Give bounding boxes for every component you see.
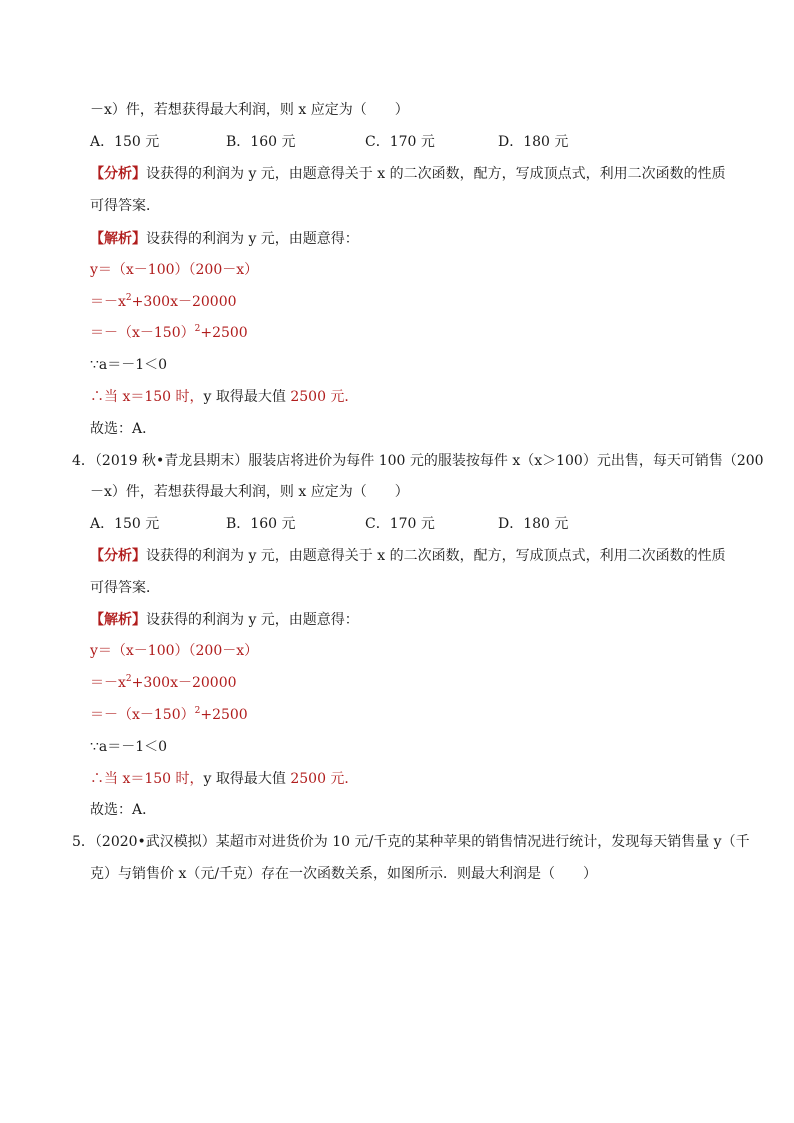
question-5-text: 5．（2020•武汉模拟）某超市对进货价为 10 元/千克的某种苹果的销售情况进行统计，发现每天销售量 y（千 bbox=[72, 834, 750, 850]
equation-1: y＝（x－100）（200－x） bbox=[90, 262, 259, 278]
option-b: B．160 元 bbox=[226, 134, 296, 150]
eq-part: ＝－x bbox=[90, 675, 126, 691]
therefore-part: 2500 元． bbox=[290, 771, 359, 787]
eq-part: +2500 bbox=[200, 325, 248, 341]
analysis-line bbox=[90, 164, 726, 184]
solution-intro: 设获得的利润为 y 元，由题意得： bbox=[146, 231, 359, 247]
therefore-part: ∴当 x＝150 时， bbox=[90, 771, 204, 787]
analysis-line bbox=[90, 546, 726, 566]
analysis-text-cont: 可得答案． bbox=[90, 580, 160, 596]
eq-part: +2500 bbox=[200, 707, 248, 723]
eq-part: +300x－20000 bbox=[131, 294, 237, 310]
equation-3 bbox=[90, 705, 248, 725]
analysis-text-cont: 可得答案． bbox=[90, 198, 160, 214]
eq-part: ＝－x bbox=[90, 294, 126, 310]
analysis-text: 设获得的利润为 y 元，由题意得关于 x 的二次函数，配方，写成顶点式，利用二次函数的性质 bbox=[146, 166, 726, 182]
solution-line bbox=[90, 229, 359, 249]
since-line: ∵a＝－1＜0 bbox=[90, 357, 168, 373]
therefore-part: y 取得最大值 bbox=[203, 389, 291, 405]
solution-intro: 设获得的利润为 y 元，由题意得： bbox=[146, 612, 359, 628]
question-text: －x）件，若想获得最大利润，则 x 应定为（ ） bbox=[90, 102, 409, 118]
solution-tag: 【解析】 bbox=[90, 612, 146, 628]
answer-line: 故选：A． bbox=[90, 802, 157, 818]
therefore-part: 2500 元． bbox=[290, 389, 359, 405]
equation-2 bbox=[90, 673, 237, 693]
eq-exponent: 2 bbox=[194, 706, 201, 716]
therefore-line bbox=[90, 387, 358, 407]
option-d: D．180 元 bbox=[498, 516, 569, 532]
equation-2 bbox=[90, 292, 237, 312]
option-b: B．160 元 bbox=[226, 516, 296, 532]
eq-part: +300x－20000 bbox=[131, 675, 237, 691]
option-c: C．170 元 bbox=[365, 516, 435, 532]
question-4-text-cont: －x）件，若想获得最大利润，则 x 应定为（ ） bbox=[90, 484, 409, 500]
therefore-part: ∴当 x＝150 时， bbox=[90, 389, 204, 405]
option-d: D．180 元 bbox=[498, 134, 569, 150]
analysis-tag: 【分析】 bbox=[90, 548, 146, 564]
question-5-text-cont: 克）与销售价 x（元/千克）存在一次函数关系，如图所示．则最大利润是（ ） bbox=[90, 866, 598, 882]
eq-part: ＝－（x－150） bbox=[90, 325, 195, 341]
analysis-tag: 【分析】 bbox=[90, 166, 146, 182]
analysis-text: 设获得的利润为 y 元，由题意得关于 x 的二次函数，配方，写成顶点式，利用二次函数的性质 bbox=[146, 548, 726, 564]
solution-line bbox=[90, 610, 359, 630]
question-4-text: 4．（2019 秋•青龙县期末）服装店将进价为每件 100 元的服装按每件 x（x＞100）元出售，每天可销售（200 bbox=[72, 453, 764, 469]
therefore-line bbox=[90, 769, 358, 789]
option-a: A．150 元 bbox=[90, 516, 160, 532]
eq-exponent: 2 bbox=[125, 293, 132, 303]
since-line: ∵a＝－1＜0 bbox=[90, 739, 168, 755]
solution-tag: 【解析】 bbox=[90, 231, 146, 247]
therefore-part: y 取得最大值 bbox=[203, 771, 291, 787]
option-c: C．170 元 bbox=[365, 134, 435, 150]
answer-line: 故选：A． bbox=[90, 421, 157, 437]
equation-1: y＝（x－100）（200－x） bbox=[90, 643, 259, 659]
eq-part: ＝－（x－150） bbox=[90, 707, 195, 723]
eq-exponent: 2 bbox=[194, 324, 201, 334]
option-a: A．150 元 bbox=[90, 134, 160, 150]
eq-exponent: 2 bbox=[125, 674, 132, 684]
equation-3 bbox=[90, 323, 248, 343]
